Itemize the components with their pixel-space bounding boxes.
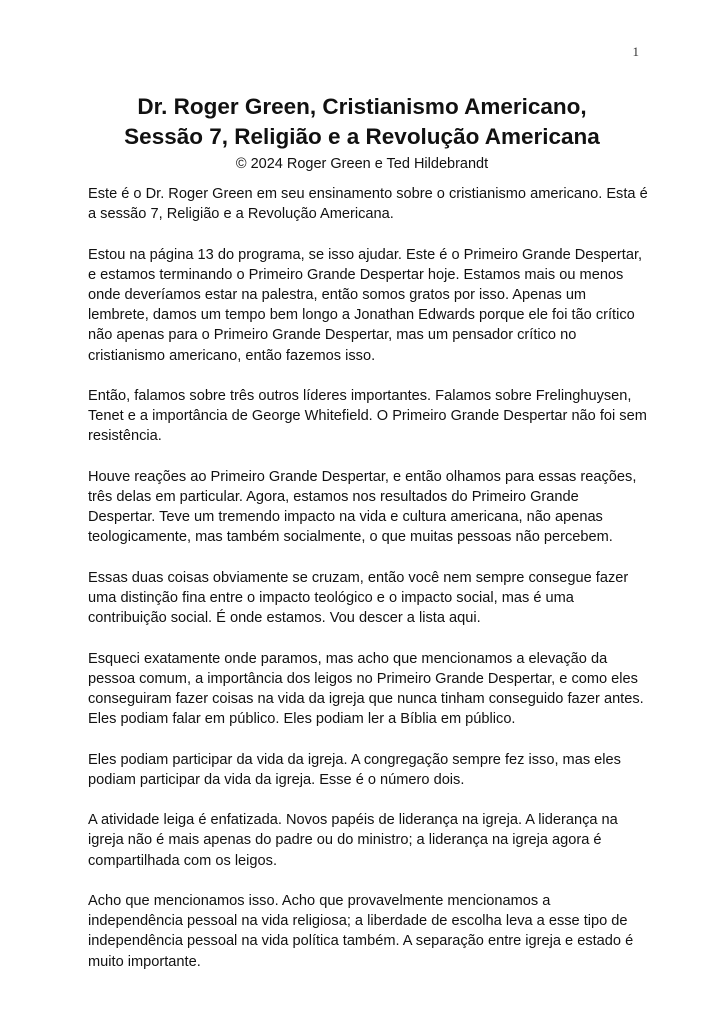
paragraph: A atividade leiga é enfatizada. Novos papéis de liderança na igreja. A liderança na igreja não é mais apenas do padre ou do ministro; a liderança na igreja agora é compartilhada com os leigos. [88,812,618,869]
document-body [88,184,648,992]
document-header [0,92,724,174]
paragraph: Este é o Dr. Roger Green em seu ensinamento sobre o cristianismo americano. Esta é a sessão 7, Religião e a Revolução Americana. [88,186,648,223]
paragraph: Essas duas coisas obviamente se cruzam, então você nem sempre consegue fazer uma distinção fina entre o impacto teológico e o impacto social, mas é uma contribuição social. É onde estamos. Vou descer a lista aqui. [88,569,629,627]
paragraph: Acho que mencionamos isso. Acho que provavelmente mencionamos a independência pessoal na vida religiosa; a liberdade de escolha leva a esse tipo de independência pessoal na vida política também. A separação entre igreja e estado é muito importante. [88,892,634,970]
document-title-line-2: Sessão 7, Religião e a Revolução Americana [124,124,600,149]
page-number: 1 [632,44,639,59]
paragraph: Houve reações ao Primeiro Grande Despertar, e então olhamos para essas reações, três delas em particular. Agora, estamos nos resultados do Primeiro Grande Despertar. Teve um tremendo impacto na vida e cultura americana, não apenas teologicamente, mas também socialmente, o que muitas pessoas não percebem. [88,468,637,546]
copyright-notice: © 2024 Roger Green e Ted Hildebrandt [235,156,489,172]
paragraph: Estou na página 13 do programa, se isso ajudar. Este é o Primeiro Grande Despertar, e estamos terminando o Primeiro Grande Despertar hoje. Estamos mais ou menos onde deveríamos estar na palestra, então somos gratos por isso. Apenas um lembrete, damos um tempo bem longo a Jonathan Edwards porque ele foi tão crítico não apenas para o Primeiro Grande Despertar, mas um pensador crítico no cristianismo americano, então fazemos isso. [88,246,643,364]
paragraph: Esqueci exatamente onde paramos, mas acho que mencionamos a elevação da pessoa comum, a importância dos leigos no Primeiro Grande Despertar, e como eles conseguiram fazer coisas na vida da igreja que nunca tinham conseguido fazer antes. Eles podiam falar em público. Eles podiam ler a Bíblia em público. [88,650,644,728]
document-title-line-1: Dr. Roger Green, Cristianismo Americano, [137,94,587,119]
paragraph: Então, falamos sobre três outros líderes importantes. Falamos sobre Frelinghuysen, Tenet e a importância de George Whitefield. O Primeiro Grande Despertar não foi sem resistência. [88,388,647,445]
paragraph: Eles podiam participar da vida da igreja. A congregação sempre fez isso, mas eles podiam participar da vida da igreja. Esse é o número dois. [88,751,621,788]
